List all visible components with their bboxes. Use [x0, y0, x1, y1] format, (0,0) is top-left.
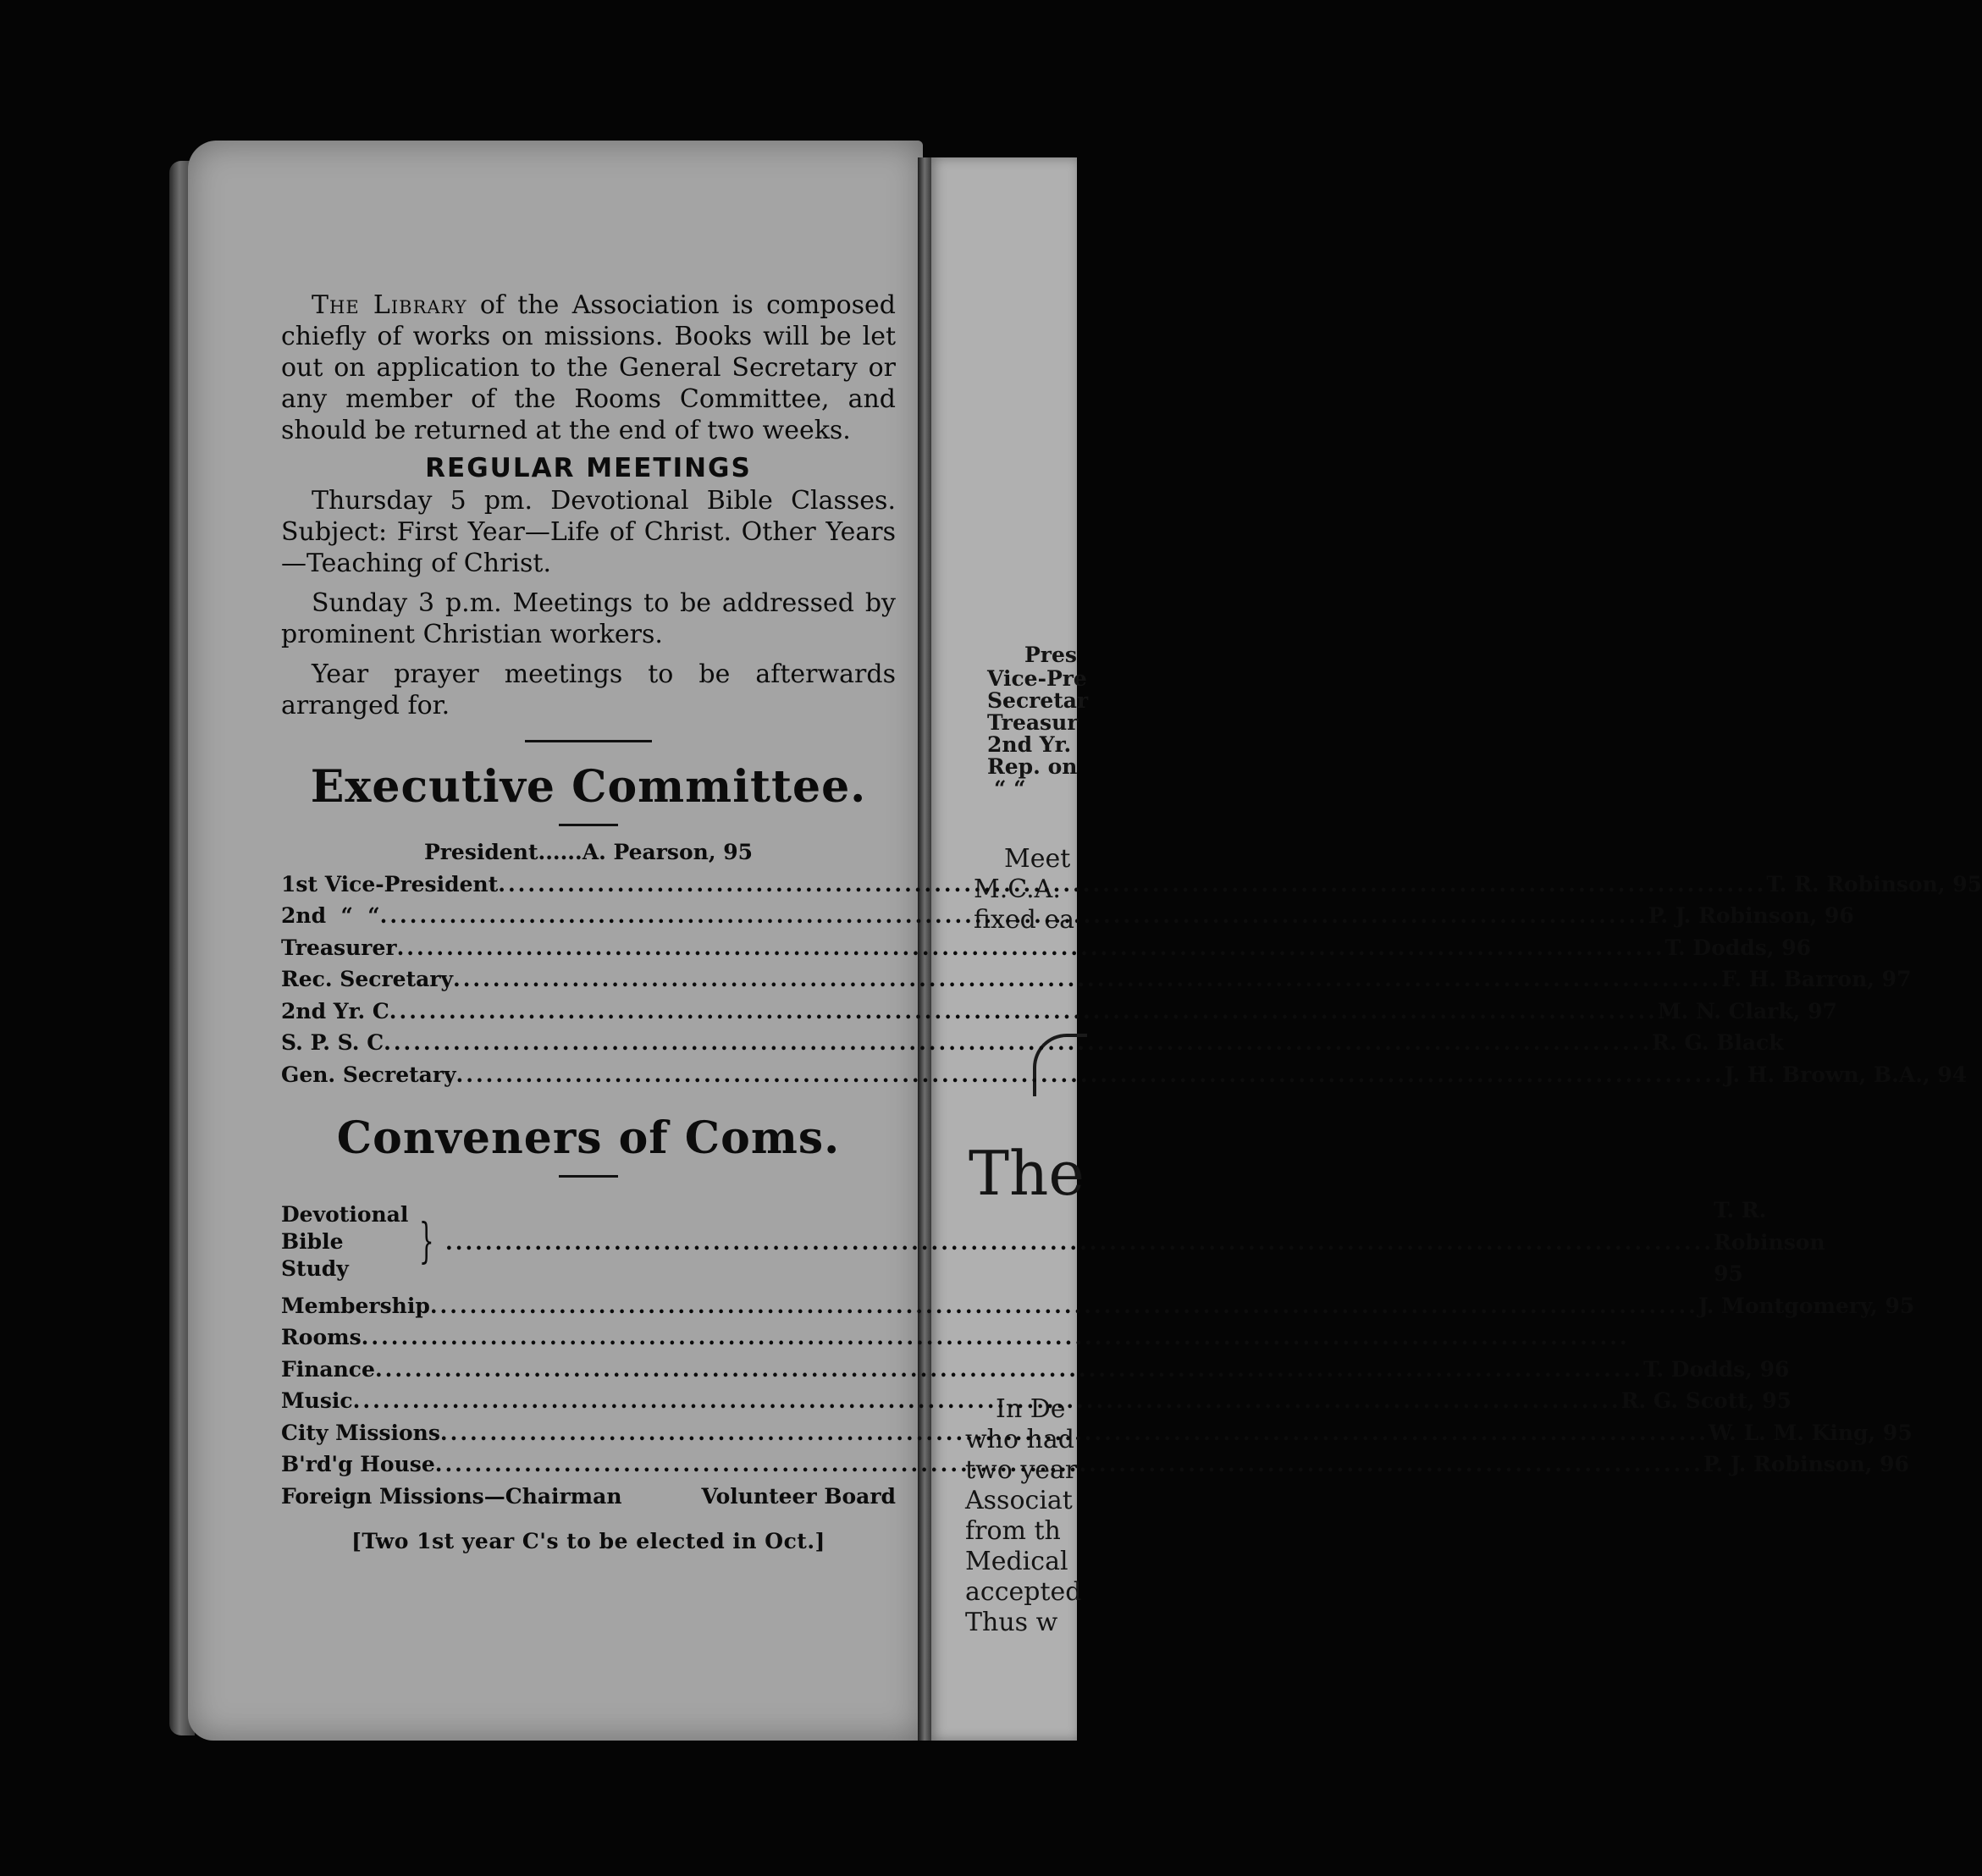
officer-name: M. N. Clark, 97: [1657, 998, 1837, 1024]
convener-role: Rooms: [281, 1325, 362, 1349]
library-paragraph: [281, 290, 896, 446]
convener-name: J. Montgomery, 95: [1698, 1293, 1915, 1318]
officer-role: S. P. S. C: [281, 1030, 384, 1055]
right-list-1: Vice-Pre: [987, 666, 1087, 691]
convener-name: W. L. M. King, 95: [1708, 1420, 1913, 1445]
right-para-0: In De: [996, 1394, 1066, 1424]
officer-role: 2nd “ “: [281, 903, 380, 928]
officer-row: [281, 963, 1912, 996]
officer-row: [281, 1059, 1968, 1091]
convener-role: Finance: [281, 1356, 375, 1382]
officer-role: Gen. Secretary: [281, 1062, 456, 1087]
title-underline: [559, 824, 618, 826]
convener-role: City Missions: [281, 1420, 440, 1445]
right-list-6: “ “: [994, 776, 1026, 801]
right-para-5: Medical: [965, 1547, 1068, 1576]
right-list-2: Secretar: [987, 688, 1089, 713]
officer-name: R. G. Black: [1652, 1030, 1784, 1055]
convener-role: B'rd'g House: [281, 1452, 435, 1476]
officer-name: P. J. Robinson, 96: [1648, 903, 1854, 928]
officer-role: 1st Vice-President: [281, 871, 499, 897]
convener-name: T. Dodds, 96: [1643, 1356, 1790, 1382]
brace-glyph: }: [419, 1214, 435, 1270]
officer-role: 2nd Yr. C: [281, 998, 389, 1024]
right-list-0: Pres: [1024, 643, 1077, 667]
officer-role: Rec. Secretary: [281, 967, 454, 991]
section-divider: [525, 740, 652, 742]
library-text: of the Association is composed chiefly of works on missions. Books will be let out on application to the General Secretary or any member of the Rooms Committee, and should be returned at the end of two weeks.: [281, 290, 896, 445]
officer-name: T. R. Robinson, 95: [1766, 871, 1982, 897]
devotional-row: [281, 1195, 1825, 1290]
right-list-5: Rep. on: [987, 754, 1078, 779]
officer-name: F. H. Barron, 97: [1721, 967, 1912, 991]
meetings-thursday: Thursday 5 pm. Devotional Bible Classes. Subject: First Year—Life of Christ. Other Years—Teaching of Christ.: [281, 486, 896, 578]
convener-role: Music: [281, 1388, 353, 1413]
foreign-missions-name: Volunteer Board: [701, 1483, 896, 1509]
officer-row: [281, 996, 1837, 1028]
right-meet-2: fixed ea: [974, 905, 1075, 935]
president-text: President......A. Pearson, 95: [423, 840, 754, 864]
right-para-7: Thus w: [965, 1608, 1058, 1637]
convener-row: [281, 1321, 896, 1354]
convener-row: [281, 1354, 1790, 1386]
devotional-name: T. R. Robinson 95: [1714, 1198, 1825, 1286]
officer-role: Treasurer: [281, 935, 397, 960]
right-list-4: 2nd Yr.: [987, 732, 1072, 757]
foreign-missions-row: [281, 1481, 896, 1513]
right-meet-0: Meet: [1004, 844, 1071, 874]
officer-name: T. Dodds, 96: [1665, 935, 1812, 960]
title-underline: [559, 1175, 618, 1178]
officer-name: J. H. Brown, B.A., 94: [1724, 1062, 1968, 1087]
devotional-label-2: Bible Study: [281, 1229, 349, 1282]
right-para-4: from th: [965, 1516, 1061, 1546]
library-heading: The Library: [312, 290, 467, 320]
convener-row: [281, 1290, 1915, 1322]
foreign-missions-role: Foreign Missions—Chairman: [281, 1483, 622, 1509]
devotional-label-1: Devotional: [281, 1202, 409, 1228]
right-para-2: two year: [965, 1455, 1078, 1485]
right-para-6: accepted: [965, 1577, 1082, 1607]
officer-row: [281, 932, 1812, 964]
election-note: [Two 1st year C's to be elected in Oct.]: [351, 1529, 825, 1553]
meetings-sunday: Sunday 3 p.m. Meetings to be addressed by prominent Christian workers.: [281, 588, 896, 649]
officer-row: [281, 1027, 1784, 1059]
right-meet-1: M.C.A.: [974, 875, 1061, 904]
convener-name: R. G. Scott, 95: [1620, 1388, 1792, 1413]
regular-meetings-title: REGULAR MEETINGS: [425, 453, 752, 483]
right-big-heading: The: [969, 1138, 1085, 1209]
right-para-1: who had: [965, 1425, 1075, 1454]
executive-committee-title: Executive Committee.: [310, 761, 867, 813]
conveners-title: Conveners of Coms.: [336, 1112, 841, 1164]
convener-name: P. J. Robinson, 96: [1703, 1452, 1909, 1476]
president-row: [281, 836, 896, 869]
meetings-year-prayer: Year prayer meetings to be afterwards arranged for.: [281, 659, 896, 720]
right-list-3: Treasur: [987, 710, 1079, 735]
right-para-3: Associat: [965, 1486, 1073, 1515]
convener-role: Membership: [281, 1293, 430, 1318]
